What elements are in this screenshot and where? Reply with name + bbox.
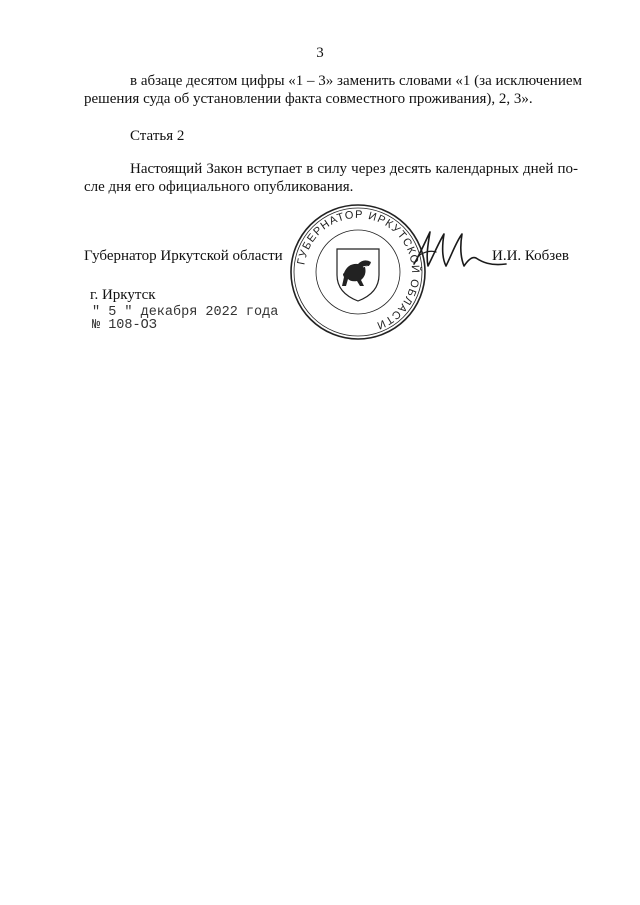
- governor-seal: [289, 203, 427, 341]
- coat-of-arms-icon: [337, 249, 379, 301]
- law-number: № 108-ОЗ: [92, 318, 157, 333]
- handwritten-signature: [410, 226, 510, 278]
- amendment-paragraph: [84, 72, 582, 108]
- page-number: 3: [316, 45, 324, 61]
- signing-date: " 5 " декабря 2022 года: [92, 305, 279, 320]
- effective-line-2: сле дня его официального опубликования.: [84, 179, 354, 195]
- effective-date-paragraph: [84, 160, 578, 196]
- amendment-line-2: решения суда об установлении факта совместного проживания), 2, 3».: [84, 91, 533, 107]
- article-heading: Статья 2: [130, 128, 185, 144]
- amendment-line-1: в абзаце десятом цифры «1 – 3» заменить словами «1 (за исключением: [130, 73, 582, 89]
- signatory-name: И.И. Кобзев: [492, 248, 569, 264]
- effective-line-1: Настоящий Закон вступает в силу через десять календарных дней по-: [130, 161, 578, 177]
- place-of-signing: г. Иркутск: [90, 287, 156, 303]
- signatory-position: Губернатор Иркутской области: [84, 248, 283, 264]
- seal-text: ГУБЕРНАТОР ИРКУТСКОЙ ОБЛАСТИ: [295, 208, 422, 332]
